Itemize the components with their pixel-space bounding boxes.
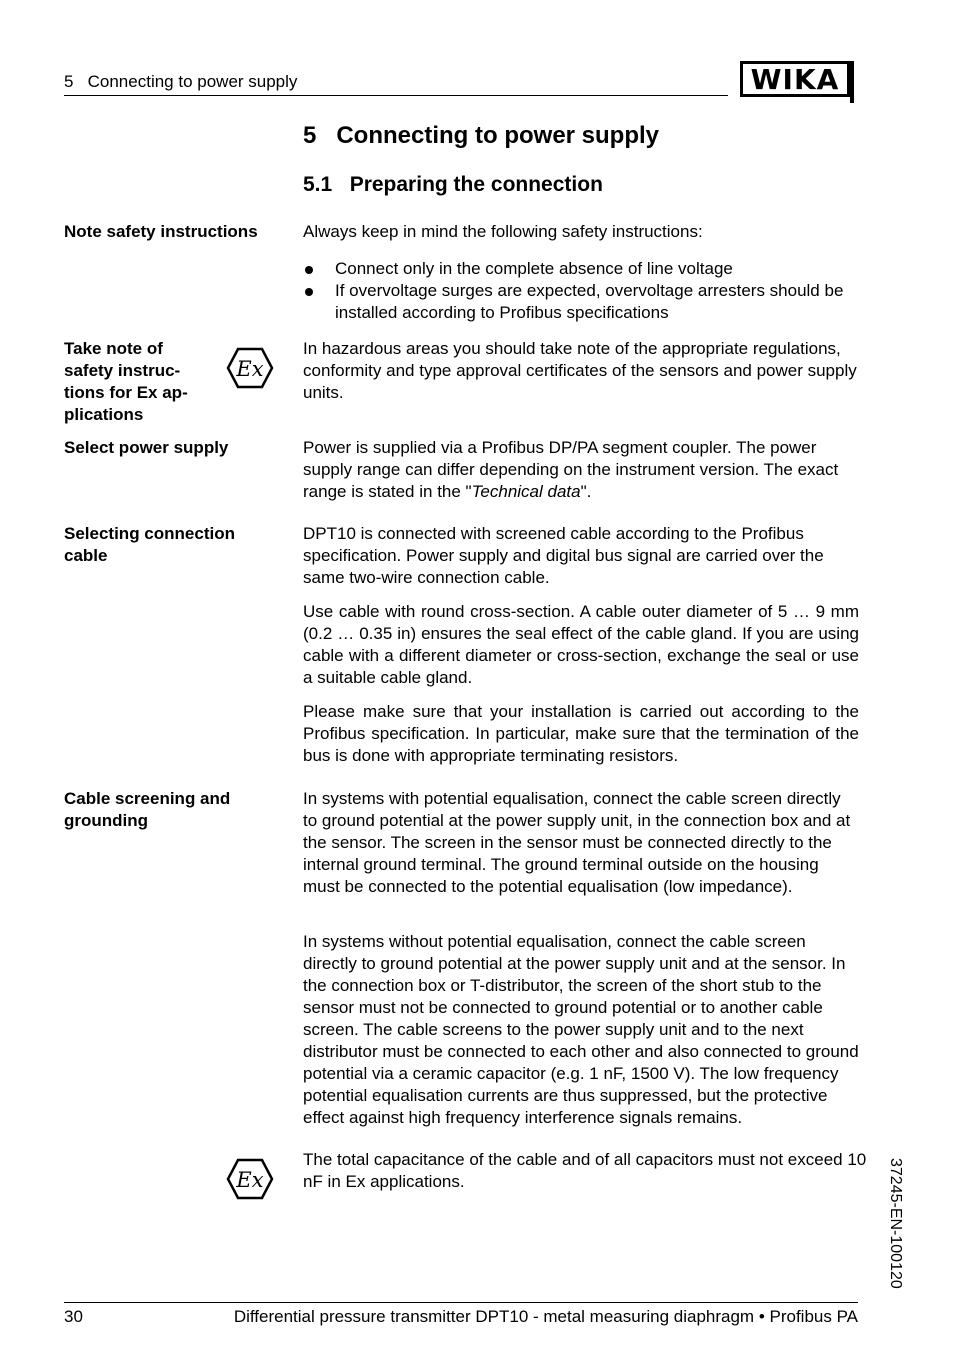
cable-paragraph-3: Please make sure that your installation is carried out according to the Profibus specification. In particular, make sure that the termination of the bus is done with appropriate terminating resistors. [303,702,859,765]
ex-capacitance-note: The total capacitance of the cable and of all capacitors must not exceed 10 nF in Ex applications. [303,1150,867,1191]
running-header: 5 Connecting to power supply [64,72,298,91]
label-ex-safety: Take note of safety instruc-tions for Ex ap-plications [64,339,188,424]
power-supply-text [303,437,859,503]
technical-data-reference: Technical data [471,482,581,501]
footer-rule [64,1302,858,1303]
cable-paragraph-1: DPT10 is connected with screened cable according to the Profibus specification. Power supply and digital bus signal are carried over the same two-wire connection cable. [303,524,824,587]
svg-text:Ex: Ex [236,357,264,381]
label-power-supply: Select power supply [64,438,229,457]
label-connection-cable: Selecting connection cable [64,524,235,565]
list-item: If overvoltage surges are expected, overvoltage arresters should be installed according to Profibus specifications [303,280,859,324]
wika-logo: WIKA [740,61,850,97]
footer-document-title: Differential pressure transmitter DPT10 - metal measuring diaphragm • Profibus PA [233,1307,858,1326]
power-supply-text-b: ". [580,482,592,501]
document-code: 37245-EN-100120 [887,1158,904,1289]
label-cable-screening: Cable screening and grounding [64,789,231,830]
header-rule [64,95,728,96]
cable-paragraph-2: Use cable with round cross-section. A cable outer diameter of 5 … 9 mm (0.2 … 0.35 in) ensures the seal effect of the cable gland. If you are using cable with a different diameter or cross-section, exchange the seal or use a suitable cable gland. [303,602,859,687]
screening-paragraph-1: In systems with potential equalisation, connect the cable screen directly to ground potential at the power supply unit, in the connection box and at the sensor. The screen in the sensor must be connected directly to the internal ground terminal. The ground terminal outside on the housing must be connected to the potential equalisation (low impedance). [303,789,851,896]
ex-hazard-icon [226,347,274,389]
svg-text:Ex: Ex [236,1168,264,1192]
safety-intro: Always keep in mind the following safety instructions: [303,222,703,241]
safety-bullet-list [303,258,859,324]
label-safety-instructions: Note safety instructions [64,222,258,241]
list-item: Connect only in the complete absence of line voltage [303,258,859,280]
screening-paragraph-2: In systems without potential equalisation, connect the cable screen directly to ground potential at the power supply unit and at the sensor. In the connection box or T-distributor, the screen of the short stub to the sensor must not be connected to ground potential or to another cable screen. The cable screens to the power supply unit and to the next distributor must be connected to each other and also connected to ground potential via a ceramic capacitor (e.g. 1 nF, 1500 V). The low frequency potential equalisation currents are thus suppressed, but the protective effect against high frequency interference signals remains. [303,932,859,1127]
ex-safety-text: In hazardous areas you should take note of the appropriate regulations, conformity and type approval certificates of the sensors and power supply units. [303,339,857,402]
page-number: 30 [64,1307,83,1326]
ex-hazard-icon [226,1158,274,1200]
power-supply-text-a: Power is supplied via a Profibus DP/PA segment coupler. The power supply range can differ depending on the instrument version. The exact range is stated in the " [303,438,839,501]
section-title: 5.1 Preparing the connection [303,173,603,196]
chapter-title: 5 Connecting to power supply [303,122,660,149]
